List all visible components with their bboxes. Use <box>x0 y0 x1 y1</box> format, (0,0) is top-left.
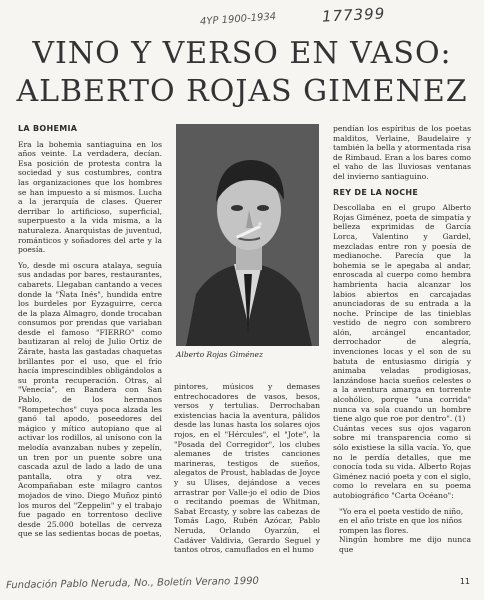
article-title-line2: ALBERTO ROJAS GIMENEZ <box>16 74 468 109</box>
column-left <box>18 124 162 594</box>
paragraph: Descollaba en el grupo Alberto Rojas Giménez, poeta de simpatía y belleza exprimidas de García Lorca, Valentino y Gardel, mezcladas entre ron y poesía de medianoche. Parecía que la bohemia se le apegaba al andar, enroscada al cuerpo como hembra hambrienta hacia alcanzar los labios abiertos en carcajadas anunciadoras de su entrada a la noche. Príncipe de las tinieblas vestido de negro con sombrero alón, arcángel encantador, derrochador de alegría, invenciones locas y el son de su batuta de entusiasmo dirigía y animaba veladas prodigiosas, lanzándose hacia sueños celestes o a la aventura amarga en torrente alcohólico, porque "una corrida" nunca va sola cuando un hombre tiene algo que roe por dentro". (1) <box>333 203 471 424</box>
handwritten-annotation-top: 4YP 1900-1934 <box>199 11 277 28</box>
poem-line: rompen las flores. <box>339 525 409 535</box>
column-right <box>333 124 471 584</box>
photo-caption: Alberto Rojas Giménez <box>176 350 263 359</box>
page-number: 11 <box>459 577 470 586</box>
article-title-line1: VINO Y VERSO EN VASO: <box>32 36 452 71</box>
handwritten-source-note: Fundación Pablo Neruda, No., Boletín Verano 1990 <box>5 575 259 592</box>
section-heading-rey-de-la-noche: REY DE LA NOCHE <box>333 187 419 197</box>
section-heading-la-bohemia: LA BOHEMIA <box>18 124 78 133</box>
portrait-illustration <box>176 124 319 346</box>
poem-line: Ningún hombre me dijo nunca que <box>339 535 471 554</box>
poem-line: en el año triste en que los niños <box>339 516 462 526</box>
paragraph: Era la bohemia santiaguina en los años veinte. La verdadera, decían. Esa posición de protesta contra la sociedad y sus costumbres, contra las organizaciones que los hombres se han impuesto a sí mismos. Lucha a la jerarquía de clases. Querer derribar lo artificioso, superficial, superpuesto a la vida misma, a la naturaleza. Anarquistas de juventud, románticos y soñadores del arte y la poesía. <box>18 139 162 255</box>
column-middle-continuation <box>174 382 320 592</box>
poem-line: "Yo era el poeta vestido de niño, <box>339 506 464 516</box>
paragraph: pendían los espíritus de los poetas malditos, Verlaine, Baudelaire y también la bella y atormentada risa de Rimbaud. Eran a los bares como el vaho de las lluviosas ventanas del invierno santiaguino. <box>333 124 471 181</box>
paragraph: pintores, músicos y demases entrechocadores de vasos, besos, versos y tertulias. Derrochaban existencias hacia la aventura, pálidos desde las lunas hasta los solares ojos rojos, en el "Hércules", el "Jote", la "Posada del Corregidor", los clubes alemanes de tristes canciones marineras, testigos de sueños, alegatos de Proust, habladas de Joyce y su Ulises, dejándose a veces arrastrar por Valle-jo el odio de Dios o recitando poemas de Whitman, Sabat Ercasty, y sobre las cabezas de Tomás Lago, Rubén Azócar, Pablo Neruda, Orlando Oyarzún, el Cadáver Valdivia, Gerardo Seguel y tantos otros, camuflados en el humo <box>174 382 320 555</box>
handwritten-catalog-number: 177399 <box>321 4 386 26</box>
portrait-photo <box>176 124 319 346</box>
paragraph: Cuántas veces sus ojos vagaron sobre mi transparencia como si sólo existiese la silla vacía. Yo, que no le perdía detalles, que me conocía toda su vida. Alberto Rojas Giménez nació poeta y con el siglo, como lo revelara en su poema autobiográfico "Carta Océano": <box>333 423 471 500</box>
paragraph: Yo, desde mi oscura atalaya, seguía sus andadas por bares, restaurantes, cabarets. Llegaban cantando a veces donde la "Ñata Inés", hundida entre los burdeles por Eyzaguirre, cerca de la plaza Almagro, donde trocaban consumos por prendas que variaban desde el famoso "FIERRO" como bautizaran al reloj de Julio Ortiz de Zárate, hasta las gastadas chaquetas brillantes por el uso, que el frío hacía imprescindibles obligándolos a su pronta recuperación. Otras, al "Venecia", en Bandera con San Pablo, de los hermanos "Rompetechos" cuya poca alzada les ganó tal apodo, poseedores del mágico y mítico autopiano que al activar los rodillos, al unísono con la melodía avanzaban nubes y zepelín, un tren por un puente sobre una cascada azul de lado a lado de una pantalla, otra y otra vez. Acompañaban este milagro cantos mojados de vino. Diego Muñoz pintó los muros del "Zeppelin" y el trabajo fue pagado en torrentoso declive desde 25.000 botellas de cerveza que se las sedientas bocas de poetas, <box>18 260 162 539</box>
